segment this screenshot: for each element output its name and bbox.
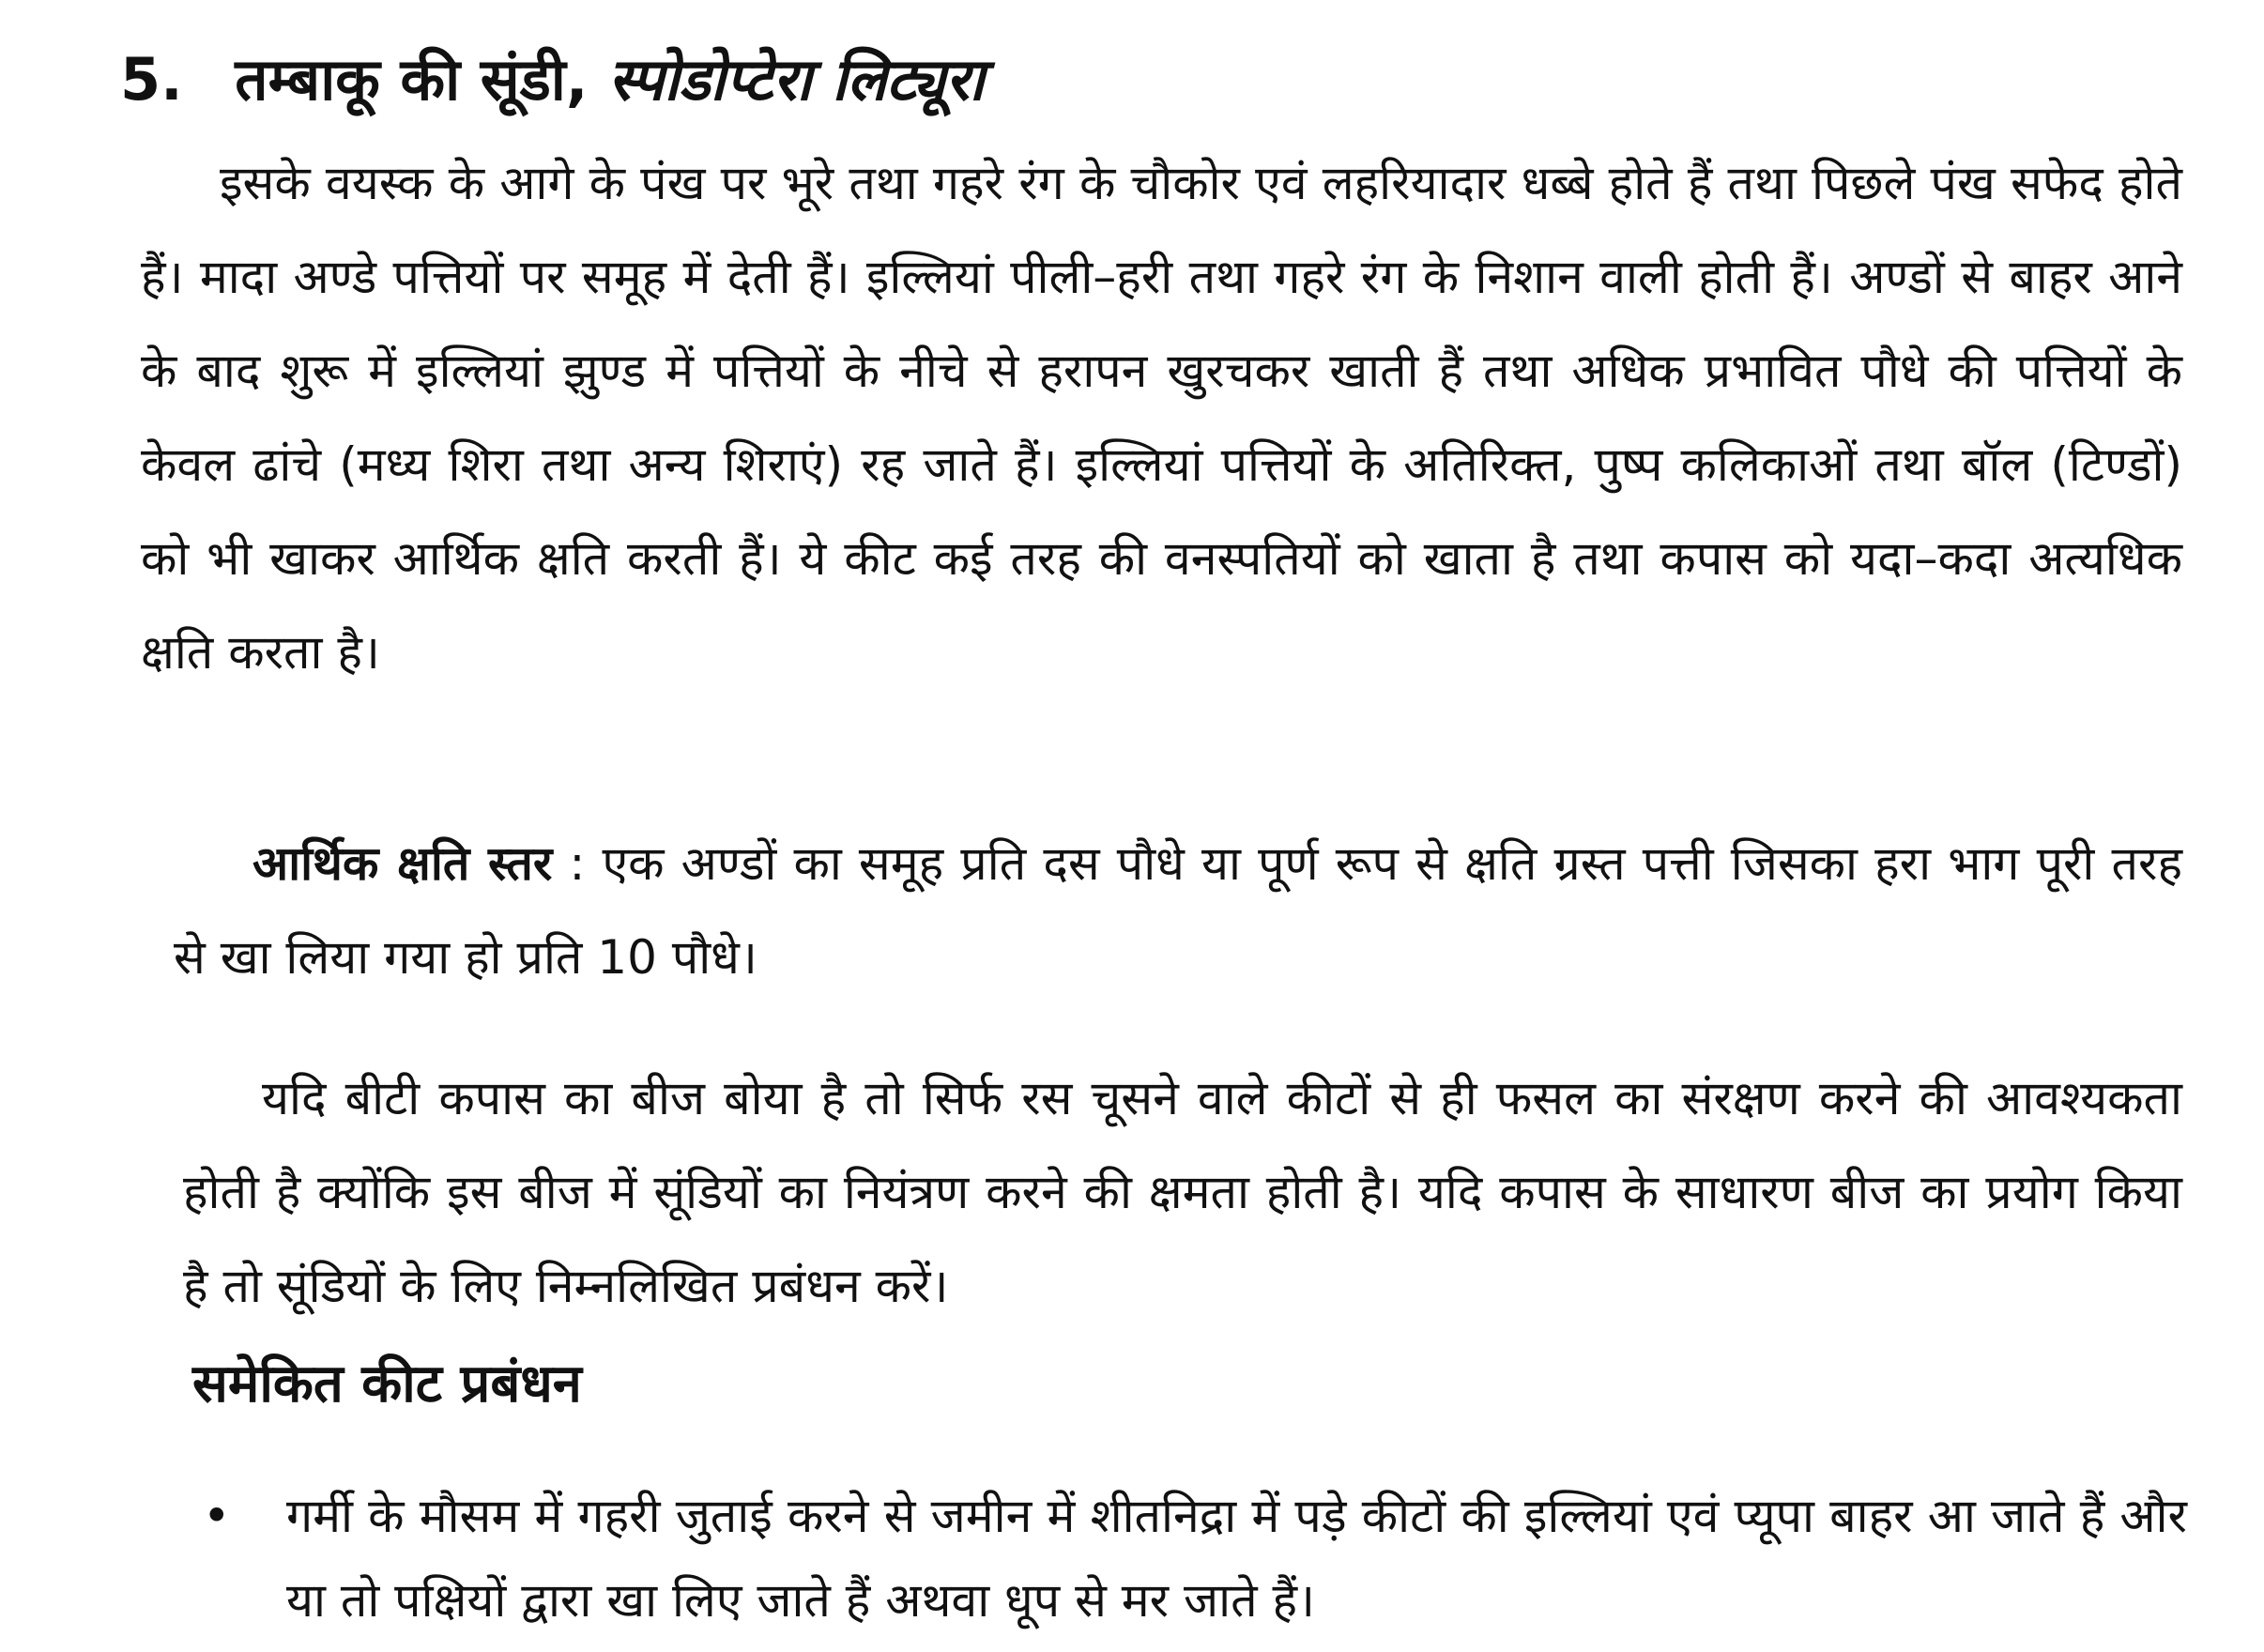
description-paragraph xyxy=(141,136,2182,699)
economic-threshold-text: एक अण्डों का समूह प्रति दस पौधे या पूर्ण रूप से क्षति ग्रस्त पत्ती जिसका हरा भाग पूरी तरह से खा लिया गया हो प्रति 10 पौधे। xyxy=(174,836,2183,985)
list-item xyxy=(197,1474,2187,1643)
pest-scientific-name: स्पोडोप्टेरा लिट्यूरा xyxy=(608,45,985,114)
bt-cotton-paragraph xyxy=(183,1051,2182,1333)
pest-common-name: तम्बाकू की सूंडी, xyxy=(235,45,589,114)
bullet-icon: • xyxy=(203,1489,231,1543)
bt-cotton-text: यदि बीटी कपास का बीज बोया है तो सिर्फ रस चूसने वाले कीटों से ही फसल का संरक्षण करने की आवश्यकता होती है क्योंकि इस बीज में सूंडियों का नियंत्रण करने की क्षमता होती है। यदि कपास के साधारण बीज का प्रयोग किया है तो सूंडियों के लिए निम्नलिखित प्रबंधन करें। xyxy=(183,1071,2182,1313)
ipm-heading: समेकित कीट प्रबंधन xyxy=(192,1354,582,1415)
economic-threshold-paragraph xyxy=(174,817,2182,1004)
section-heading xyxy=(120,38,2138,122)
economic-threshold-label: आर्थिक क्षति स्तर xyxy=(252,836,553,891)
economic-threshold-separator: : xyxy=(552,836,603,891)
list-item-text: गर्मी के मौसम में गहरी जुताई करने से जमीन में शीतनिद्रा में पड़े कीटों की इल्लियां एवं प्यूपा बाहर आ जाते हैं और या तो पक्षियों द्वारा खा लिए जाते हैं अथवा धूप से मर जाते हैं। xyxy=(286,1489,2187,1628)
ipm-list xyxy=(197,1474,2187,1643)
section-number: 5. xyxy=(120,45,183,114)
description-text: इसके वयस्क के आगे के पंख पर भूरे तथा गहरे रंग के चौकोर एवं लहरियादार धब्बे होते हैं तथा पिछले पंख सफेद होते हैं। मादा अण्डे पत्तियों पर समूह में देती हैं। इल्लियां पीली–हरी तथा गहरे रंग के निशान वाली होती हैं। अण्डों से बाहर आने के बाद शुरू में इल्लियां झुण्ड में पत्तियों के नीचे से हरापन खुरचकर खाती हैं तथा अधिक प्रभावित पौधे की पत्तियों के केवल ढांचे (मध्य शिरा तथा अन्य शिराएं) रह जाते हैं। इल्लियां पत्तियों के अतिरिक्त, पुष्प कलिकाओं तथा बॉल (टिण्डों) को भी खाकर आर्थिक क्षति करती हैं। ये कीट कई तरह की वनस्पतियों को खाता है तथा कपास को यदा–कदा अत्यधिक क्षति करता है। xyxy=(141,156,2182,680)
